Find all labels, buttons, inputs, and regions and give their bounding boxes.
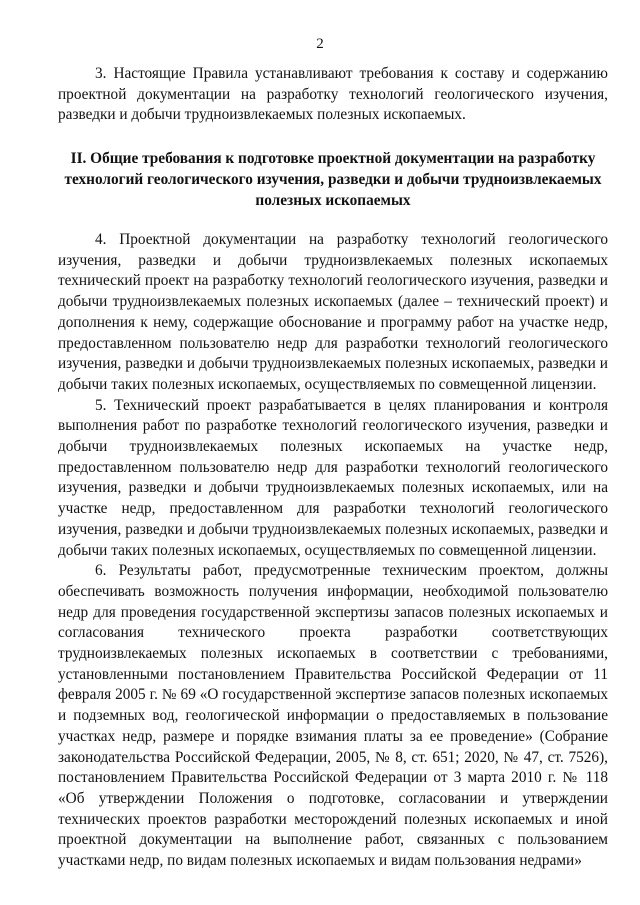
paragraph-3: 3. Настоящие Правила устанавливают требования к составу и содержанию проектной документации на разработку технологий геологического изучения, разведки и добычи трудноизвлекаемых полезных ископаемых. (58, 65, 608, 124)
page-number: 2 (316, 36, 324, 52)
section-body (58, 230, 608, 872)
paragraph-6: 6. Результаты работ, предусмотренные техническим проектом, должны обеспечивать возможность получения информации, необходимой пользователю недр для проведения государственной экспертизы запасов полезных ископаемых и согласования технического проекта разработки соответствующих трудноизвлекаемых полезных ископаемых в соответствии с требованиями, установленными постановлением Правительства Российской Федерации от 11 февраля 2005 г. № 69 «О государственной экспертизе запасов полезных ископаемых и подземных вод, геологической информации о предоставляемых в пользование участках недр, размере и порядке взимания платы за ее проведение» (Собрание законодательства Российской Федерации, 2005, № 8, ст. 651; 2020, № 47, ст. 7526), постановлением Правительства Российской Федерации от 3 марта 2010 г. № 118 «Об утверждении Положения о подготовке, согласовании и утверждении технических проектов разработки месторождений полезных ископаемых и иной проектной документации на выполнение работ, связанных с пользованием участками недр, по видам полезных ископаемых и видам пользования недрами» (58, 562, 608, 870)
paragraph-4: 4. Проектной документации на разработку технологий геологического изучения, разведки и добычи трудноизвлекаемых полезных ископаемых технический проект на разработку технологий геологического изучения, разведки и добычи трудноизвлекаемых полезных ископаемых (далее – технический проект) и дополнения к нему, содержащие обоснование и программу работ на участке недр, предоставленном пользователю недр для разработки технологий геологического изучения, разведки и добычи трудноизвлекаемых полезных ископаемых, разведки и добычи таких полезных ископаемых, осуществляемых по совмещенной лицензии. (58, 231, 608, 393)
paragraph-5: 5. Технический проект разрабатывается в целях планирования и контроля выполнения работ по разработке технологий геологического изучения, разведки и добычи трудноизвлекаемых полезных ископаемых на участке недр, предоставленном пользователю недр для разработки технологий геологического изучения, разведки и добычи трудноизвлекаемых полезных ископаемых, или на участке недр, предоставленном для разработки технологий геологического изучения, разведки и добычи трудноизвлекаемых полезных ископаемых, разведки и добычи таких полезных ископаемых, осуществляемых по совмещенной лицензии. (58, 396, 608, 559)
section-heading: II. Общие требования к подготовке проектной документации на разработку технологий геологического изучения, разведки и добычи трудноизвлекаемых полезных ископаемых (64, 150, 602, 209)
intro-section (58, 64, 608, 126)
